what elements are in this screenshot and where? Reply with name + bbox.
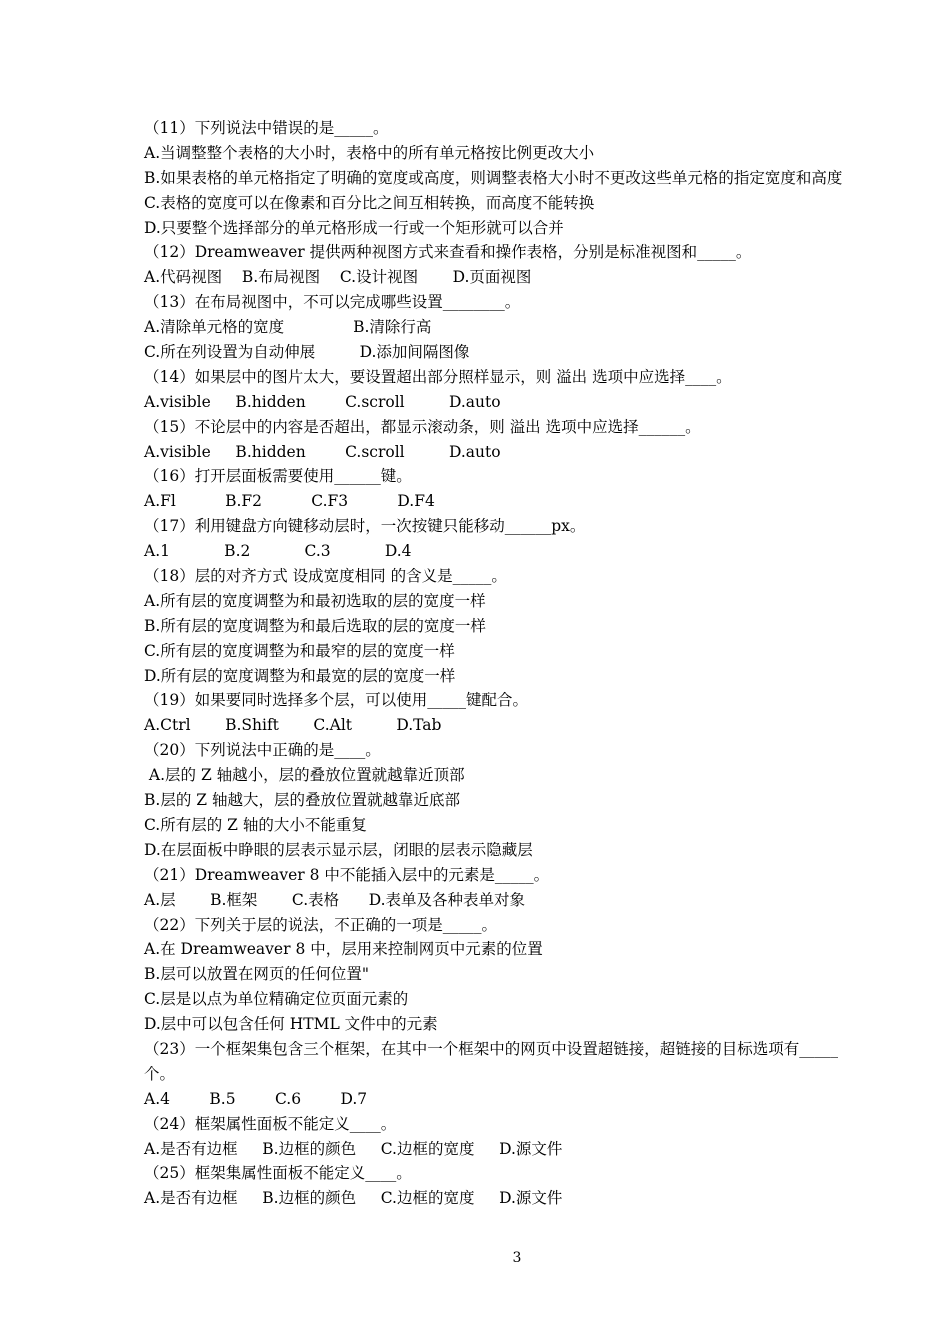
answer-line: A.在 Dreamweaver 8 中，层用来控制网页中元素的位置 <box>144 940 543 959</box>
answer-line: A.visible B.hidden C.scroll D.auto <box>144 392 501 411</box>
answer-line: A.visible B.hidden C.scroll D.auto <box>144 442 501 461</box>
answer-line: B.层可以放置在网页的任何位置" <box>144 965 369 984</box>
question-stem: （24）框架属性面板不能定义____。 <box>144 1114 397 1133</box>
answer-line: A.Fl B.F2 C.F3 D.F4 <box>144 492 435 511</box>
answer-line: A.清除单元格的宽度 B.清除行高 <box>144 318 432 337</box>
answer-line: D.所有层的宽度调整为和最宽的层的宽度一样 <box>144 666 456 685</box>
answer-line: A.层的 Z 轴越小，层的叠放位置就越靠近顶部 <box>144 766 465 785</box>
answer-line: B.层的 Z 轴越大，层的叠放位置就越靠近底部 <box>144 791 460 810</box>
answer-line: C.所在列设置为自动伸展 D.添加间隔图像 <box>144 343 470 362</box>
answer-line: D.在层面板中睁眼的层表示显示层，闭眼的层表示隐藏层 <box>144 840 533 859</box>
question-stem: （14）如果层中的图片太大，要设置超出部分照样显示，则 溢出 选项中应选择____。 <box>144 367 732 386</box>
answer-line: A.代码视图 B.布局视图 C.设计视图 D.页面视图 <box>144 268 532 287</box>
question-stem: （12）Dreamweaver 提供两种视图方式来查看和操作表格，分别是标准视图和_____。 <box>144 243 752 262</box>
answer-line: B.所有层的宽度调整为和最后选取的层的宽度一样 <box>144 616 486 635</box>
question-list <box>144 116 904 1211</box>
answer-line: A.当调整整个表格的大小时，表格中的所有单元格按比例更改大小 <box>144 143 595 162</box>
question-stem: （13）在布局视图中，不可以完成哪些设置________。 <box>144 293 521 312</box>
question-stem: （19）如果要同时选择多个层，可以使用_____键配合。 <box>144 691 528 710</box>
answer-line: A.层 B.框架 C.表格 D.表单及各种表单对象 <box>144 890 526 909</box>
answer-line: B.如果表格的单元格指定了明确的宽度或高度，则调整表格大小时不更改这些单元格的指定宽度和高度 <box>144 168 843 187</box>
answer-line: C.所有层的 Z 轴的大小不能重复 <box>144 815 367 834</box>
question-stem: （22）下列关于层的说法，不正确的一项是_____。 <box>144 915 497 934</box>
question-stem: （20）下列说法中正确的是____。 <box>144 741 381 760</box>
question-stem: （17）利用键盘方向键移动层时，一次按键只能移动______px。 <box>144 517 586 536</box>
answer-line: 个。 <box>144 1064 176 1083</box>
question-stem: （11）下列说法中错误的是_____。 <box>144 119 389 137</box>
answer-line: A.4 B.5 C.6 D.7 <box>144 1089 368 1108</box>
answer-line: C.层是以点为单位精确定位页面元素的 <box>144 990 409 1009</box>
page-number: 3 <box>512 1250 522 1266</box>
question-stem: （15）不论层中的内容是否超出，都显示滚动条，则 溢出 选项中应选择______。 <box>144 417 701 436</box>
answer-line: A.是否有边框 B.边框的颜色 C.边框的宽度 D.源文件 <box>144 1139 563 1158</box>
answer-line: C.所有层的宽度调整为和最窄的层的宽度一样 <box>144 641 455 660</box>
question-stem: （16）打开层面板需要使用______键。 <box>144 467 412 486</box>
question-stem: （23）一个框架集包含三个框架，在其中一个框架中的网页中设置超链接，超链接的目标选项有_____ <box>144 1039 838 1058</box>
question-stem: （18）层的对齐方式 设成宽度相同 的含义是_____。 <box>144 567 507 586</box>
question-stem: （25）框架集属性面板不能定义____。 <box>144 1164 412 1183</box>
answer-line: A.1 B.2 C.3 D.4 <box>144 542 412 561</box>
question-stem: （21）Dreamweaver 8 中不能插入层中的元素是_____。 <box>144 865 550 884</box>
answer-line: C.表格的宽度可以在像素和百分比之间互相转换，而高度不能转换 <box>144 193 595 212</box>
answer-line: D.层中可以包含任何 HTML 文件中的元素 <box>144 1015 438 1034</box>
answer-line: D.只要整个选择部分的单元格形成一行或一个矩形就可以合并 <box>144 218 564 237</box>
answer-line: A.是否有边框 B.边框的颜色 C.边框的宽度 D.源文件 <box>144 1189 563 1208</box>
answer-line: A.Ctrl B.Shift C.Alt D.Tab <box>144 716 442 735</box>
answer-line: A.所有层的宽度调整为和最初选取的层的宽度一样 <box>144 591 486 610</box>
